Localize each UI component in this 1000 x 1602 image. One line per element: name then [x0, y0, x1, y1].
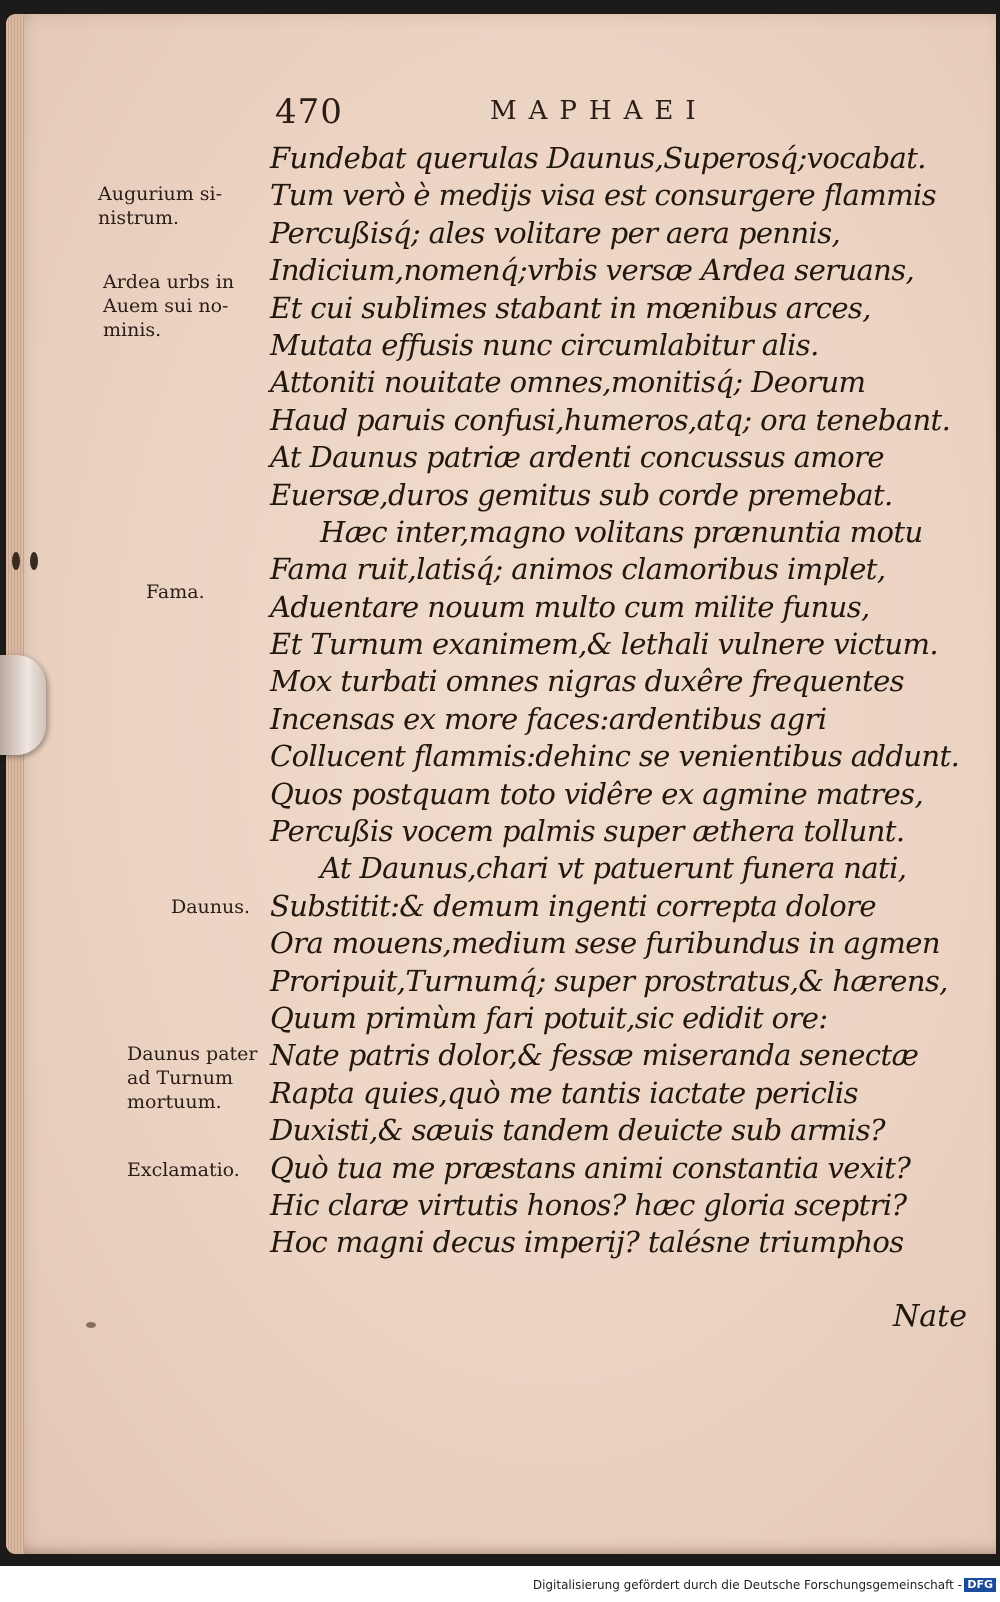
margin-note-augurium: Augurium si- nistrum. [98, 183, 223, 229]
verse-line: Substitit:& demum ingenti correpta dolore [270, 888, 876, 923]
digitization-credit: Digitalisierung gefördert durch die Deutsche Forschungsgemeinschaft - [532, 1578, 962, 1592]
margin-note-daunus-pater: Daunus pater ad Turnum mortuum. [127, 1043, 258, 1113]
verse-line: Mox turbati omnes nigras duxêre frequentes [270, 664, 904, 699]
page-header [270, 92, 830, 132]
verse-line: Fama ruit,latisq́; animos clamoribus implet, [270, 552, 886, 587]
verse-line: Percußis vocem palmis super æthera tollunt. [270, 814, 905, 849]
verse-line: Collucent flammis:dehinc se venientibus addunt. [270, 739, 960, 774]
verse-line: Rapta quies,quò me tantis iactate periclis [270, 1075, 858, 1110]
verse-line: Quum primùm fari potuit,sic edidit ore: [270, 1000, 828, 1035]
margin-note-exclamatio: Exclamatio. [127, 1159, 240, 1181]
catchword: Nate [893, 1299, 967, 1334]
verse-line: At Daunus patriæ ardenti concussus amore [270, 440, 884, 475]
verse-line: Indicium,nomenq́;vrbis versæ Ardea seruans, [270, 253, 915, 288]
page-number: 470 [275, 92, 343, 132]
verse-line: Mutata effusis nunc circumlabitur alis. [270, 327, 819, 362]
verse-line: Aduentare nouum multo cum milite funus, [270, 589, 870, 624]
ink-smudge [86, 1322, 96, 1328]
ink-spots [10, 552, 44, 572]
verse-line: Et Turnum exanimem,& lethali vulnere victum. [270, 627, 938, 662]
verse-line: Incensas ex more faces:ardentibus agri [270, 701, 827, 736]
verse-line: Euersæ,duros gemitus sub corde premebat. [270, 477, 893, 512]
verse-line: Ora mouens,medium sese furibundus in agmen [270, 926, 940, 961]
verse-line: Quò tua me præstans animi constantia vexit? [270, 1150, 911, 1185]
verse-line: Hæc inter,magno volitans prænuntia motu [320, 514, 923, 549]
verse-line: Hic claræ virtutis honos? hæc gloria sceptri? [270, 1187, 907, 1222]
verse-line: Duxisti,& sæuis tandem deuicte sub armis? [270, 1113, 885, 1148]
verse-line: Proripuit,Turnumq́; super prostratus,& hærens, [270, 963, 948, 998]
verse-line: Nate patris dolor,& fessæ miseranda senectæ [270, 1038, 919, 1073]
margin-note-fama: Fama. [146, 581, 205, 603]
verse-line: Et cui sublimes stabant in mœnibus arces, [270, 290, 871, 325]
running-title: MAPHAEI [490, 96, 708, 126]
verse-line: At Daunus,chari vt patuerunt funera nati, [320, 851, 907, 886]
margin-note-daunus: Daunus. [171, 896, 251, 918]
verse-text [270, 140, 970, 1262]
verse-line: Fundebat querulas Daunus,Superosq́;vocabat. [270, 141, 926, 175]
page-edge [6, 14, 24, 1554]
page-clip [0, 655, 46, 755]
margin-note-ardea: Ardea urbs in Auem sui no- minis. [103, 271, 235, 341]
verse-line: Quos postquam toto vidêre ex agmine matres, [270, 776, 924, 811]
verse-line: Percußisq́; ales volitare per aera pennis, [270, 215, 841, 250]
verse-line: Hoc magni decus imperij? talésne triumphos [270, 1225, 904, 1260]
verse-line: Haud paruis confusi,humeros,atq; ora tenebant. [270, 402, 951, 437]
verse-line: Attoniti nouitate omnes,monitisq́; Deorum [270, 365, 866, 400]
dfg-logo: DFG [964, 1578, 996, 1592]
verse-line: Tum verò è medijs visa est consurgere flammis [270, 178, 936, 213]
